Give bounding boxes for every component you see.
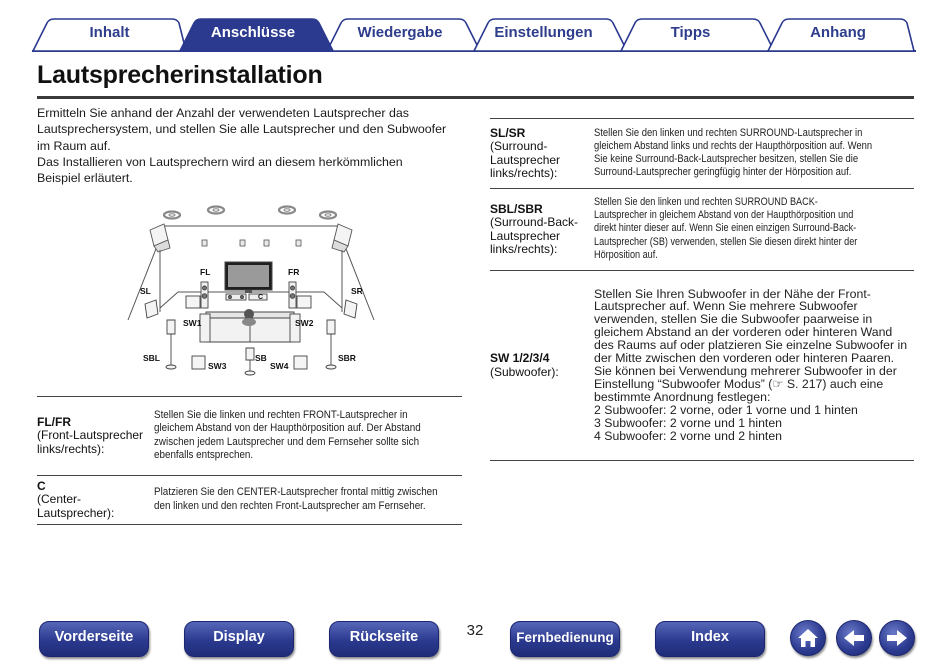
title-divider [37, 96, 914, 99]
tab-inhalt[interactable]: Inhalt [89, 24, 130, 41]
tab-wiedergabe[interactable]: Wiedergabe [357, 24, 443, 41]
speaker-name: (Front-Lautsprecher links/rechts): [37, 428, 144, 456]
display-button[interactable]: Display [184, 621, 294, 657]
footer-nav [0, 612, 950, 665]
subwoofer-mode-text: Sie können bei Verwendung mehrerer Subwoofer in der Einstellung “Subwoofer Modus” (☞ S. 217) auch eine bestimmte Anordnung festlegen: [594, 364, 897, 404]
speaker-description: Stellen Sie die linken und rechten FRONT-Lautsprecher in gleichem Abstand von der Haupthörposition auf. Der Abstand zwischen jedem Lautsprecher und dem Fernseher sollte sich ebenfalls entsprechen. [154, 409, 421, 461]
table-term [490, 271, 594, 461]
label-sw1: SW1 [183, 318, 202, 328]
ceiling-speaker-icons [164, 207, 336, 219]
label-sl: SL [140, 286, 151, 296]
speaker-description: Platzieren Sie den CENTER-Lautsprecher frontal mittig zwischen den linken und den rechten Front-Lautsprecher am Fernseher. [154, 486, 438, 512]
table-term [37, 397, 154, 476]
label-fl: FL [200, 267, 211, 277]
tab-einstellungen[interactable]: Einstellungen [494, 24, 593, 41]
speaker-name: (Subwoofer): [490, 364, 559, 379]
table-term [37, 476, 154, 525]
table-row [490, 119, 914, 189]
label-sbl: SBL [143, 353, 160, 363]
label-sbr: SBR [338, 353, 356, 363]
intro-text [37, 105, 447, 186]
table-row [37, 476, 462, 525]
speaker-name: (Surround-Lautsprecher links/rechts): [490, 139, 561, 180]
speaker-description: Stellen Sie den linken und rechten SURROUND BACK-Lautsprecher in gleichem Abstand von der Haupthörposition und direkt hinter dieser auf. Wenn Sie einen einzigen Surround-Back-Lautsprecher (SB) verwenden, stellen Sie diesen direkt hinter der Hörposition auf. [594, 195, 858, 261]
tab-anschluesse[interactable]: Anschlüsse [210, 24, 296, 41]
arrow-right-icon [880, 621, 914, 655]
table-description [154, 476, 462, 525]
speaker-name: (Surround-Back-Lautsprecher links/rechts): [490, 215, 579, 256]
forward-button[interactable] [879, 620, 915, 656]
speaker-code: C [37, 478, 46, 493]
table-description [154, 397, 462, 476]
label-fr: FR [288, 267, 300, 277]
tab-anhang[interactable]: Anhang [810, 24, 866, 41]
speaker-code: SBL/SBR [490, 201, 543, 216]
speaker-code: SL/SR [490, 125, 526, 140]
home-icon [791, 621, 825, 655]
subwoofer-description [594, 286, 914, 446]
tab-bar [0, 0, 950, 54]
surround-speaker-table [490, 118, 914, 461]
label-sw3: SW3 [208, 361, 227, 371]
speaker-layout-diagram [120, 200, 382, 380]
speaker-description: Stellen Sie den linken und rechten SURROUND-Lautsprecher in gleichem Abstand links und rechts der Haupthörposition auf. Wenn Sie keine Surround-Back-Lautsprecher besitzen, stellen Sie die Surround-Lautsprecher geringfügig hinter der Hörposition auf. [594, 126, 873, 179]
label-sr: SR [351, 286, 363, 296]
top-surround-speaker-icons [150, 224, 352, 252]
index-button[interactable]: Index [655, 621, 765, 657]
subwoofer-option-3: 3 Subwoofer: 2 vorne und 1 hinten [594, 415, 783, 430]
fernbedienung-button[interactable]: Fernbedienung [510, 621, 620, 657]
height-speaker-icons [202, 240, 301, 246]
intro-paragraph-2: Das Installieren von Lautsprechern wird an diesem herkömmlichen Beispiel erläutert. [37, 154, 403, 186]
speaker-code: FL/FR [37, 414, 71, 429]
intro-paragraph-1: Ermitteln Sie anhand der Anzahl der verwendeten Lautsprecher das Lautsprechersystem, und stellen Sie alle Lautsprecher und den Subwoofer im Raum auf. [37, 106, 447, 153]
table-row [490, 189, 914, 271]
label-sw2: SW2 [295, 318, 314, 328]
arrow-left-icon [837, 621, 871, 655]
label-sb: SB [255, 353, 267, 363]
home-button[interactable] [790, 620, 826, 656]
speaker-name: (Center-Lautsprecher): [37, 492, 115, 520]
table-description [594, 189, 914, 271]
subwoofer-option-4: 4 Subwoofer: 2 vorne und 2 hinten [594, 428, 783, 443]
table-term [490, 189, 594, 271]
subwoofer-placement-text: Stellen Sie Ihren Subwoofer in der Nähe der Front-Lautsprecher auf. Wenn Sie mehrere Subwoofer verwenden, stellen Sie die Subwoofer paarweise in gleichem Abstand an der vorderen oder hinteren Wand des Raums auf oder platzieren Sie einzelne Subwoofer in der Mitte zwischen den vorderen oder hinteren Paaren. [594, 286, 908, 366]
page-title: Lautsprecherinstallation [37, 61, 323, 89]
label-c: C [258, 294, 264, 301]
rueckseite-button[interactable]: Rückseite [329, 621, 439, 657]
tv-icon [225, 262, 272, 293]
page-number: 32 [466, 622, 484, 639]
label-sw4: SW4 [270, 361, 289, 371]
back-button[interactable] [836, 620, 872, 656]
speaker-layout-illustration [120, 200, 382, 380]
vorderseite-button[interactable]: Vorderseite [39, 621, 149, 657]
speaker-code: SW 1/2/3/4 [490, 351, 550, 366]
front-speaker-table [37, 396, 462, 525]
table-term [490, 119, 594, 189]
table-description [594, 271, 914, 461]
table-row [37, 397, 462, 476]
table-row [490, 271, 914, 461]
subwoofer-option-2: 2 Subwoofer: 2 vorne, oder 1 vorne und 1 hinten [594, 402, 858, 417]
tab-tipps[interactable]: Tipps [670, 24, 711, 41]
table-description [594, 119, 914, 189]
